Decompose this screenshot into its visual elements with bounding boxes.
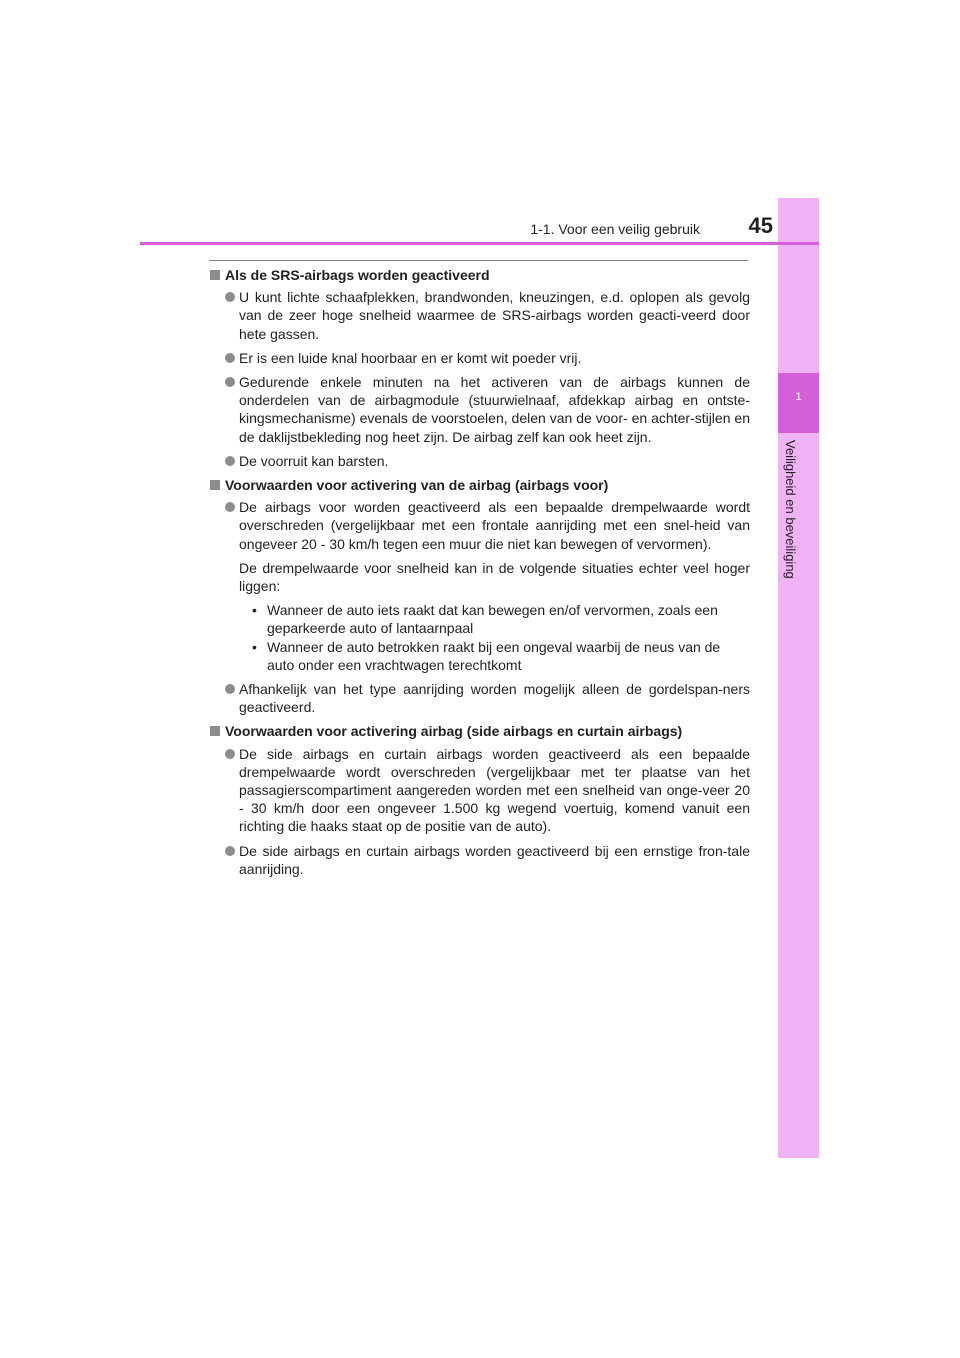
list-item-text: De voorruit kan barsten. bbox=[239, 452, 389, 469]
list-item bbox=[209, 680, 750, 716]
list-item-text: Er is een luide knal hoorbaar en er komt wit poeder vrij. bbox=[239, 349, 582, 366]
content-top-rule bbox=[209, 260, 748, 261]
circle-bullet-icon bbox=[225, 292, 235, 302]
sub-list-item-text: Wanneer de auto iets raakt dat kan bewegen en/of vervormen, zoals een geparkeerde auto of lantaarnpaal bbox=[267, 602, 718, 637]
page-number: 45 bbox=[748, 213, 773, 238]
chapter-number-tab: 1 bbox=[778, 373, 819, 433]
section-heading-text: Als de SRS-airbags worden geactiveerd bbox=[225, 267, 490, 283]
sub-list-item bbox=[209, 601, 750, 637]
list-item bbox=[209, 745, 750, 836]
list-item-text: U kunt lichte schaafplekken, brandwonden, kneuzingen, e.d. oplopen als gevolg van de zeer hoge snelheid waarmee de SRS-airbags worden geacti-veerd door hete gassen. bbox=[239, 289, 750, 342]
header-divider bbox=[140, 242, 819, 245]
list-item bbox=[209, 288, 750, 343]
list-item-text: De side airbags en curtain airbags worden geactiveerd als een bepaalde drempelwaarde wordt overschreden (vergelijkbaar met ter plaatse van het passagierscompartiment aangereden worden met een snelheid van onge-veer 20 - 30 km/h door een ongeveer 1.500 kg wegend voertuig, komend vanuit een richting die haaks staat op de positie van de auto). bbox=[239, 745, 750, 835]
list-item bbox=[209, 373, 750, 446]
sub-list-item-text: Wanneer de auto betrokken raakt bij een ongeval waarbij de neus van de auto onder een vrachtwagen terechtkomt bbox=[267, 638, 721, 673]
square-bullet-icon bbox=[210, 480, 220, 490]
list-item-text: De airbags voor worden geactiveerd als een bepaalde drempelwaarde wordt overschreden (vergelijkbaar met een frontale aanrijding met een snel-heid van ongeveer 20 - 30 km/h tegen een muur die niet kan bewegen of vervormen). bbox=[239, 499, 750, 552]
section-heading-text: Voorwaarden voor activering van de airbag (airbags voor) bbox=[225, 477, 609, 494]
square-bullet-icon bbox=[210, 270, 220, 280]
page-content bbox=[209, 266, 750, 884]
circle-bullet-icon bbox=[225, 502, 235, 512]
circle-bullet-icon bbox=[225, 749, 235, 759]
circle-bullet-icon bbox=[225, 684, 235, 694]
side-tab bbox=[778, 198, 819, 1158]
list-item bbox=[209, 498, 750, 553]
list-item bbox=[209, 842, 750, 878]
sub-bullet-glyph: • bbox=[252, 602, 257, 619]
square-bullet-icon bbox=[210, 726, 220, 736]
circle-bullet-icon bbox=[225, 377, 235, 387]
list-item-text: Afhankelijk van het type aanrijding worden mogelijk alleen de gordelspan-ners geactiveerd. bbox=[239, 681, 750, 716]
list-item bbox=[209, 452, 750, 470]
paragraph: De drempelwaarde voor snelheid kan in de volgende situaties echter veel hoger liggen: bbox=[239, 559, 750, 595]
section-heading-front-airbags bbox=[209, 476, 750, 494]
circle-bullet-icon bbox=[225, 353, 235, 363]
chapter-label: Veiligheid en beveiliging bbox=[783, 440, 798, 579]
section-heading-activated bbox=[209, 266, 750, 284]
section-heading-side-airbags bbox=[209, 722, 750, 740]
section-heading-text: Voorwaarden voor activering airbag (side airbags en curtain airbags) bbox=[225, 723, 683, 740]
list-item bbox=[209, 349, 750, 367]
list-item-text: De side airbags en curtain airbags worden geactiveerd bij een ernstige fron-tale aanrijding. bbox=[239, 842, 750, 877]
sub-list-item bbox=[209, 638, 750, 674]
list-item-text: Gedurende enkele minuten na het activeren van de airbags kunnen de onderdelen van de airbagmodule (stuurwielnaaf, afdekkap airbag en ontste-kingsmechanisme) evenals de voorstoelen, delen van de voor- en achter-stijlen en de daklijstbekleding nog heet zijn. De airbag zelf kan ook heet zijn. bbox=[239, 374, 750, 445]
circle-bullet-icon bbox=[225, 456, 235, 466]
header-section-title: 1-1. Voor een veilig gebruik bbox=[530, 221, 700, 237]
circle-bullet-icon bbox=[225, 846, 235, 856]
sub-bullet-glyph: • bbox=[252, 638, 257, 655]
